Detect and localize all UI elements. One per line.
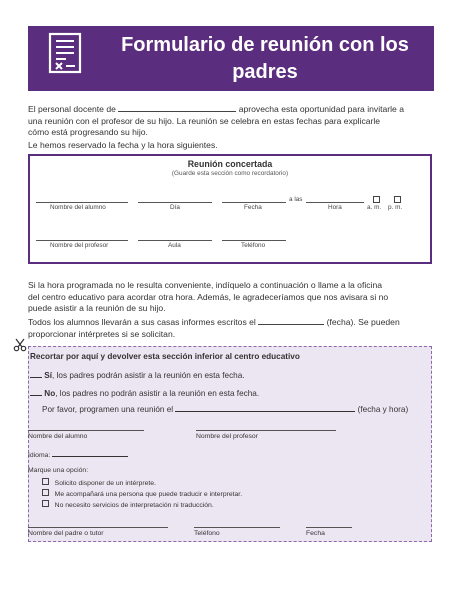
language-field [28, 450, 128, 459]
at-label: a las [289, 196, 303, 203]
option-row[interactable] [42, 478, 156, 487]
reschedule-paragraph [28, 280, 438, 315]
option-checkbox[interactable] [42, 500, 49, 507]
return-teacher-label: Nombre del profesor [196, 433, 258, 440]
room-label: Aula [168, 242, 181, 249]
option-checkbox[interactable] [42, 489, 49, 496]
teacher-name-line[interactable] [36, 240, 128, 241]
option-row[interactable] [42, 489, 242, 498]
reserved-text: Le hemos reservado la fecha y la hora siguientes. [28, 140, 218, 150]
intro-text: cómo está progresando su hijo. [28, 127, 148, 138]
teacher-name-label: Nombre del profesor [50, 242, 109, 249]
form-icon [42, 30, 88, 76]
yes-text: , los padres podrán asistir a la reunión en esta fecha. [52, 371, 245, 380]
time-line[interactable] [306, 202, 364, 203]
parent-name-label: Nombre del padre o tutor [28, 530, 104, 537]
scissors-icon [13, 338, 27, 352]
language-label: Idioma: [28, 452, 51, 459]
pm-label: p. m. [388, 204, 403, 211]
intro-text: aprovecha esta oportunidad para invitarle a [238, 104, 405, 114]
time-label: Hora [328, 204, 342, 211]
option-label: Solicito disponer de un intérprete. [54, 480, 156, 487]
parent-date-label: Fecha [306, 530, 325, 537]
yes-blank[interactable] [30, 369, 42, 378]
reschedule-text: del centro educativo para acordar otra hora. Además, le agradeceríamos que nos avisara si no [28, 291, 389, 302]
day-line[interactable] [138, 202, 212, 203]
day-label: Día [170, 204, 180, 211]
language-input[interactable] [52, 450, 128, 457]
yes-label: Sí [44, 371, 53, 380]
option-checkbox[interactable] [42, 478, 49, 485]
meeting-box-subtitle: (Guarde esta sección como recordatorio) [171, 170, 289, 177]
option-row[interactable] [42, 500, 214, 509]
intro-text: una reunión con el profesor de su hijo. La reunión se celebra en estas fechas para explicarle [28, 115, 381, 126]
parent-phone-line[interactable] [194, 527, 280, 528]
am-checkbox[interactable] [373, 196, 380, 203]
date-line[interactable] [222, 202, 286, 203]
no-option[interactable] [30, 387, 259, 398]
reports-paragraph [28, 316, 438, 340]
meeting-box-title: Reunión concertada [187, 159, 273, 169]
return-heading: Recortar por aquí y devolver esta sección inferior al centro educativo [30, 352, 300, 361]
yes-option[interactable] [30, 369, 245, 380]
reschedule-blank[interactable] [175, 403, 355, 412]
intro-paragraph [28, 103, 438, 139]
no-text: , los padres no podrán asistir a la reunión en esta fecha. [55, 389, 260, 398]
room-line[interactable] [138, 240, 212, 241]
student-name-label: Nombre del alumno [50, 204, 106, 211]
option-label: Me acompañará una persona que puede traducir e interpretar. [54, 491, 243, 498]
return-student-line[interactable] [28, 430, 144, 431]
reschedule-request-text: (fecha y hora) [357, 405, 409, 414]
date-label: Fecha [244, 204, 262, 211]
parent-phone-label: Teléfono [194, 530, 220, 537]
reschedule-text: puede asistir a la reunión de su hijo. [28, 303, 166, 314]
return-teacher-line[interactable] [196, 430, 336, 431]
mark-option-label: Marque una opción: [28, 467, 89, 474]
reports-text: Todos los alumnos llevarán a sus casas informes escritos el [28, 317, 256, 327]
no-label: No [44, 389, 56, 398]
pm-checkbox[interactable] [394, 196, 401, 203]
parent-date-line[interactable] [306, 527, 352, 528]
reschedule-request [42, 403, 434, 414]
reports-text: (fecha). Se pueden [326, 317, 400, 327]
return-student-label: Nombre del alumno [28, 433, 88, 440]
intro-text: El personal docente de [28, 104, 116, 114]
reschedule-text: Si la hora programada no le resulta conveniente, indíquelo a continuación o llame a la oficina [28, 280, 383, 290]
no-blank[interactable] [30, 387, 42, 396]
school-blank[interactable] [118, 103, 236, 112]
reports-text: proporcionar intérpretes si se solicitan. [28, 328, 176, 339]
phone-label: Teléfono [241, 242, 266, 249]
phone-line[interactable] [222, 240, 286, 241]
am-label: a. m. [367, 204, 382, 211]
reschedule-request-text: Por favor, programen una reunión el [42, 405, 174, 414]
student-name-line[interactable] [36, 202, 128, 203]
page-title: Formulario de reunión con los padres [121, 34, 409, 83]
reports-date-blank[interactable] [258, 316, 324, 325]
option-label: No necesito servicios de interpretación ni traducción. [54, 502, 214, 509]
parent-name-line[interactable] [28, 527, 168, 528]
